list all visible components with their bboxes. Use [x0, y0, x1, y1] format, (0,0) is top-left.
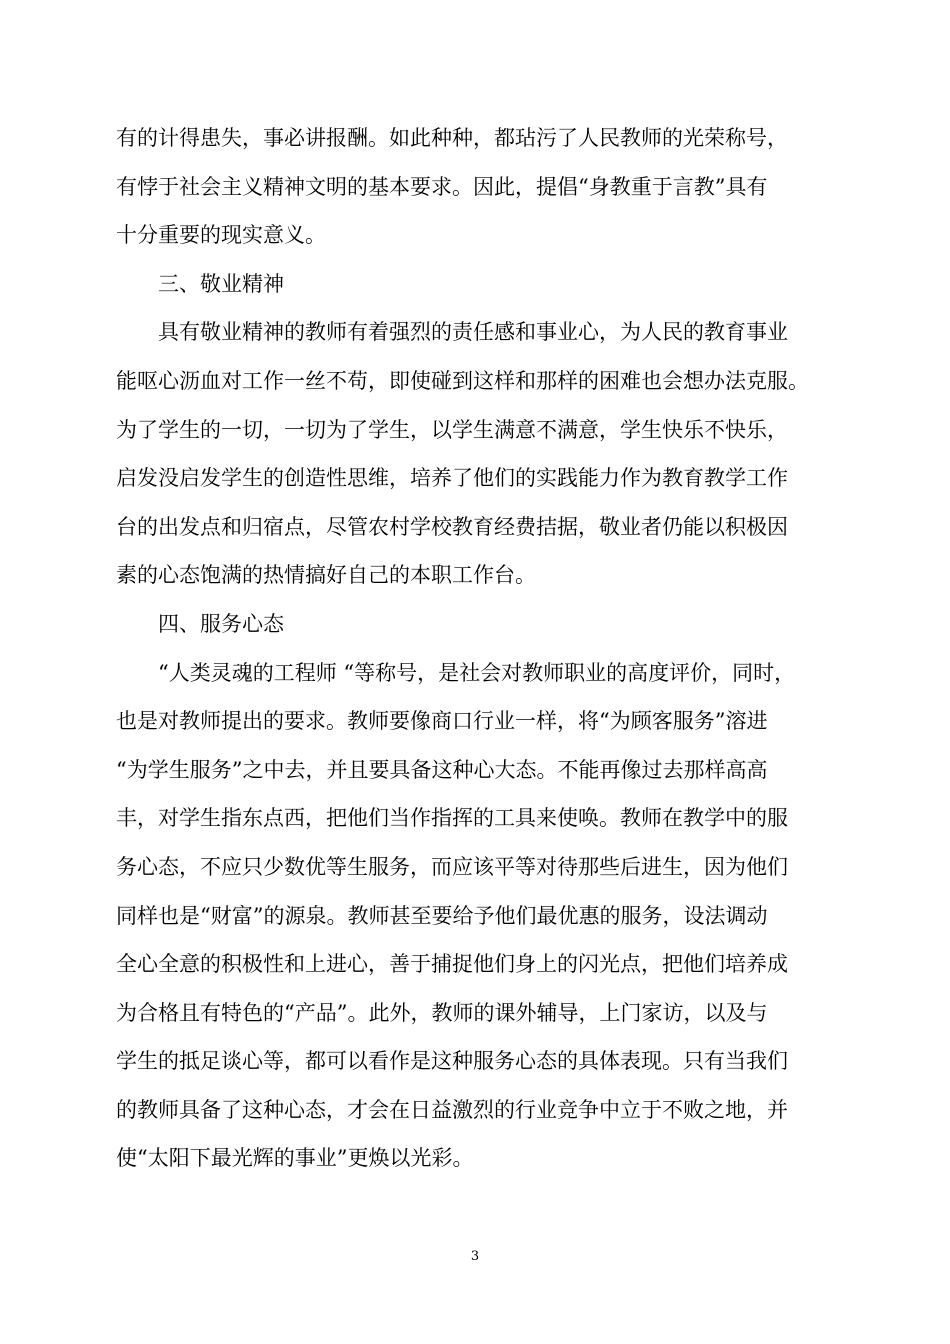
text-line: 的教师具备了这种心态，才会在日益激烈的行业竞争中立于不败之地，并: [116, 1097, 788, 1122]
text-line: 台的出发点和归宿点，尽管农村学校教育经费拮据，敬业者仍能以积极因: [116, 514, 788, 539]
text-line: “为学生服务”之中去，并且要具备这种心大态。不能再像过去那样高高: [116, 757, 768, 782]
text-line: 有的计得患失，事必讲报酬。如此种种，都玷污了人民教师的光荣称号，: [116, 126, 788, 150]
text-line: 能呕心沥血对工作一丝不苟，即使碰到这样和那样的困难也会想办法克服。: [116, 368, 809, 393]
text-line: “人类灵魂的工程师 “等称号，是社会对教师职业的高度评价，同时，: [116, 660, 796, 685]
text-line: 丰，对学生指东点西，把他们当作指挥的工具来使唤。教师在教学中的服: [116, 806, 788, 831]
text-line: 同样也是“财富”的源泉。教师甚至要给予他们最优惠的服务，设法调动: [116, 903, 768, 928]
section-heading-4: 四、服务心态: [158, 611, 284, 636]
text-line: 使“太阳下最光辉的事业”更焕以光彩。: [116, 1146, 474, 1171]
text-line: 有悖于社会主义精神文明的基本要求。因此，提倡“身教重于言教”具有: [116, 174, 768, 199]
text-line: 也是对教师提出的要求。教师要像商口行业一样，将“为顾客服务”溶进: [116, 709, 768, 734]
text-line: 为了学生的一切，一切为了学生，以学生满意不满意，学生快乐不快乐，: [116, 417, 788, 442]
text-line: 素的心态饱满的热情搞好自己的本职工作台。: [116, 563, 536, 588]
text-line: 务心态，不应只少数优等生服务，而应该平等对待那些后进生，因为他们: [116, 854, 788, 879]
text-line: 十分重要的现实意义。: [116, 223, 326, 248]
text-line: 具有敬业精神的教师有着强烈的责任感和事业心，为人民的教育事业: [116, 320, 788, 345]
text-line: 为合格且有特色的“产品”。此外，教师的课外辅导，上门家访，以及与: [116, 1000, 768, 1025]
body-text: [116, 114, 836, 1183]
section-heading-3: 三、敬业精神: [158, 271, 284, 296]
page-number: 3: [470, 1249, 480, 1264]
text-line: 启发没启发学生的创造性思维，培养了他们的实践能力作为教育教学工作: [116, 466, 788, 491]
text-line: 全心全意的积极性和上进心，善于捕捉他们身上的闪光点，把他们培养成: [116, 952, 788, 977]
text-line: 学生的抵足谈心等，都可以看作是这种服务心态的具体表现。只有当我们: [116, 1049, 788, 1074]
